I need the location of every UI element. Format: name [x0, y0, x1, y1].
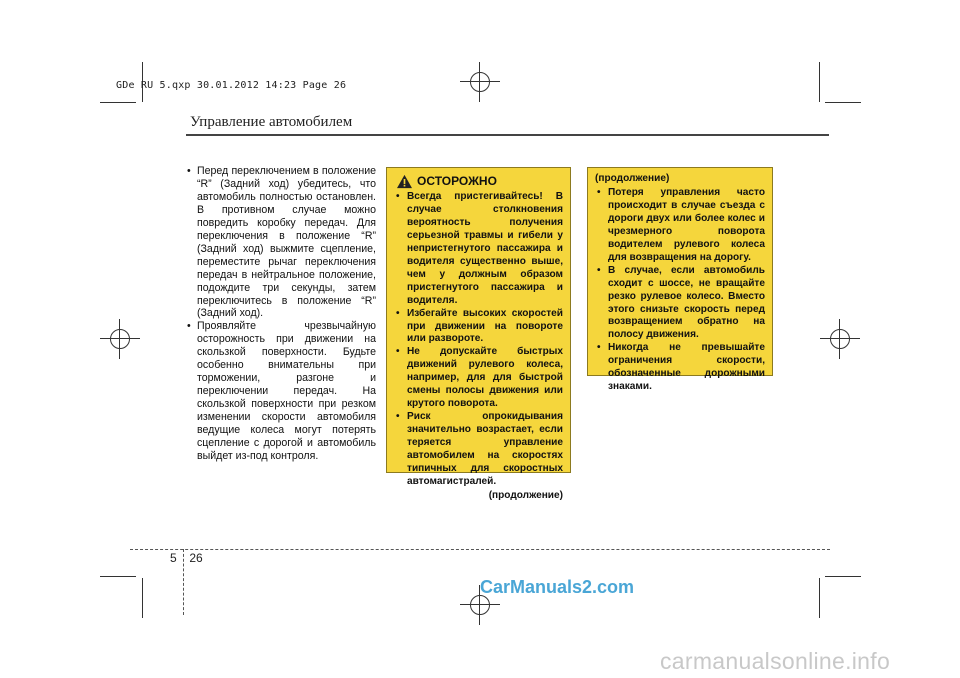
crop-mark [819, 578, 820, 618]
crop-mark [819, 62, 820, 102]
continued-top-label: (продолжение) [595, 173, 670, 184]
page-number [170, 551, 203, 565]
continued-label: (продолжение) [488, 489, 563, 501]
footer-rule [130, 549, 830, 550]
crop-mark [100, 576, 136, 577]
registration-mark-icon [460, 62, 500, 102]
warning-triangle-icon [396, 174, 413, 189]
list-item: • Не допускайте быстрых движений рулевого колеса, например, для для быстрой смены полосы движения или крутого поворота. [394, 346, 563, 411]
watermark-carmanuals: CarManuals2.com [480, 577, 635, 597]
warning-heading [396, 174, 563, 189]
list-item: • Риск опрокидывания значительно возрастает, если теряется управление автомобилем на скоростях типичных для скоростных автомагистралей. [394, 411, 563, 489]
warning-title: ОСТОРОЖНО [417, 174, 497, 189]
title-rule [186, 134, 829, 136]
list-item: • Всегда пристегивайтесь! В случае столкновения вероятность получения серьезной травмы и гибели у непристегнутого пассажира и водителя существенно выше, чем у должным образом пристегнутого пассажира и водителя. [394, 191, 563, 308]
list-item: • Никогда не превышайте ограничения скорости, обозначенные дорожными знаками. [595, 342, 765, 394]
crop-mark [825, 576, 861, 577]
page-number-value: 26 [189, 551, 203, 565]
print-info-line: GDe RU 5.qxp 30.01.2012 14:23 Page 26 [116, 80, 347, 91]
left-text-column [184, 165, 376, 463]
crop-mark [825, 102, 861, 103]
list-item: • В случае, если автомобиль сходит с шоссе, не вращайте резко рулевое колесо. Вместо этого снизьте скорость перед возвращением обратно на полосу движения. [595, 265, 765, 343]
list-item: • Избегайте высоких скоростей при движении на повороте или развороте. [394, 308, 563, 347]
watermark-carmanualsonline: carmanualsonline.info [660, 648, 891, 674]
continued-box [587, 167, 773, 393]
list-item: • Потеря управления часто происходит в случае съезда с дороги двух или более колес и чрезмерного поворота водителем рулевого колеса для возвращения на дорогу. [595, 187, 765, 265]
list-item: • Проявляйте чрезвычайную осторожность при движении на скользкой поверхности. Будьте особенно внимательны при торможении, разгоне и переключении передач. На скользкой поверхности при резком изменении скорости автомобиля ведущие колеса могут потерять сцепление с дорогой и автомобиль выйдет из-под контроля. [184, 320, 376, 462]
page-separator [183, 549, 185, 615]
registration-mark-icon [820, 319, 860, 359]
section-title: Управление автомобилем [190, 114, 353, 130]
crop-mark [142, 578, 143, 618]
registration-mark-icon [100, 319, 140, 359]
chapter-number: 5 [170, 551, 177, 565]
list-item: • Перед переключением в положение “R” (Задний ход) убедитесь, что автомобиль полностью остановлен. В противном случае можно повредить коробку передач. Для переключения в положение “R” (Задний ход) выжмите сцепление, переместите рычаг переключения передач в нейтральное положение, подождите три секунды, затем переключитесь в положение “R” (Задний ход). [184, 165, 376, 320]
crop-mark [100, 102, 136, 103]
warning-box [386, 167, 571, 501]
